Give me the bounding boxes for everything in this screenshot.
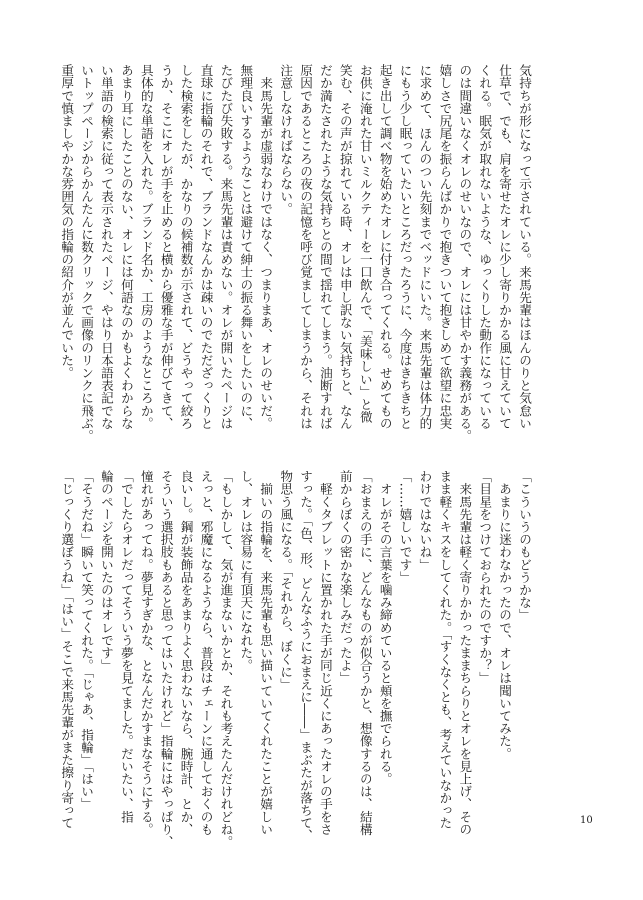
text-column: 輪のページを開いたのはオレです」 — [98, 470, 114, 672]
text-column: し、オレは容易に有頂天になれた。 — [238, 470, 254, 672]
text-column: 起き出して調べ物を始めたオレに付き合ってくれる。せめてもの — [377, 64, 393, 430]
text-column: のは間違いなくオレのせいなので、オレには甘やかす義務がある。 — [457, 64, 473, 442]
text-column: 「おまえの手に、どんなものが似合うかと、想像するのは、結構 — [357, 470, 373, 836]
text-column: 「こういうのもどうかな」 — [517, 470, 532, 622]
text-column: 「でしたらオレだってそういう夢を見てました。だいたい、指 — [118, 470, 134, 823]
text-column: わけではないね」 — [417, 470, 433, 571]
text-column: お供に淹れた甘いミルクティーを一口飲んで、「美味しい」と微 — [357, 64, 373, 424]
text-column: 軽くタブレットに置かれた手が同じ近くにあったオレの手をさ — [317, 470, 333, 836]
text-column: 嬉しさで尻尾を振らんばかりで抱きついて抱きしめて欲望に忠実 — [437, 64, 453, 430]
text-column: 笑む、その声が掠れている時、オレは申し訳ない気持ちと、なん — [337, 64, 353, 430]
text-column: 良いし。鋼が装飾品をあまりよく思わないなら、腕時計、とか、 — [178, 470, 194, 836]
text-column: 重厚で慎ましやかな雰囲気の指輪の紹介が並んでいた。 — [59, 64, 75, 379]
text-column: 揃いの指輪を、来馬先輩も思い描いていてくれたことが嬉しい — [258, 470, 274, 836]
text-column: えっと、邪魔になるようなら、普段はチェーンに通しておくのも — [198, 470, 214, 836]
text-column: あまりに迷わなかったので、オレは聞いてみた。 — [497, 470, 513, 760]
bottom-text-block — [59, 470, 534, 848]
text-column: 無理良いするようなことは避けて紳士の振る舞いをしたいのに、 — [238, 64, 254, 430]
text-column: 気持ちが形になって示されている。来馬先輩はほんのりと気怠い — [517, 64, 532, 430]
text-column: すった。「色、形、どんなふうにおまえに――」まぶたが落ちて、 — [298, 470, 314, 842]
text-column: 前からぼくの密かな楽しみだったよ」 — [337, 470, 353, 685]
text-column: 「もしかして、気が進まないかとか、それも考えたんだけれどね。 — [218, 470, 234, 848]
text-column: 物思う風になる。「それから、ぼくに」 — [278, 470, 294, 691]
text-column: 直球に指輪のそれで、ブランドなんかは疎いのでただざっくりと — [198, 64, 214, 430]
text-column: まま軽くキスをしてくれた。「すくなくとも、考えていなかった — [437, 470, 453, 830]
text-column: 仕草で、でも、肩を寄せたオレに少し寄りかかる風に甘えていて — [497, 64, 513, 430]
text-column: 来馬先輩が虚弱なわけではなく、つまりまあ、オレのせいだ。 — [258, 64, 274, 430]
text-column: した検索をしたが、かなりの候補数が示されて、どうやって絞ろ — [178, 64, 194, 430]
text-column: 「そうだね」瞬いて笑ってくれた。「じゃあ、指輪」「はい」 — [79, 470, 95, 811]
text-column: 「目星をつけておられたのですか？」 — [477, 470, 493, 685]
text-column: くれる。眠気が取れないような、ゆっくりした動作になっている — [477, 64, 493, 430]
text-column: に求めて、ほんのつい先刻までベッドにいた。来馬先輩は体力的 — [417, 64, 433, 430]
text-column: だか満たされたような気持ちとの間で揺れてしまう。油断すれば — [317, 64, 333, 430]
text-column: 注意しなければならない。 — [278, 64, 294, 216]
text-column: 「じっくり選ぼうね」「はい」そこで来馬先輩がまた擦り寄って — [59, 470, 75, 830]
text-column: うか、そこにオレが手を止めると横から優雅な手が伸びてきて、 — [158, 64, 174, 430]
text-column: 「……嬉しいです」 — [397, 470, 413, 584]
text-column: あまり耳にしたことのない、オレには何語なのかもよくわからな — [118, 64, 134, 430]
text-column: 憧れがあってね。夢見すぎかな、となんだかすまなそうにする。 — [138, 470, 154, 836]
text-column: いトップページからかんたんに数クリックで画像のリンクに飛ぶ。 — [79, 64, 95, 442]
text-column: 具体的な単語を入れた。ブランド名か、工房のようなところか。 — [138, 64, 154, 430]
text-column: オレがその言葉を噛み締めていると頬を撫でられる。 — [377, 470, 393, 785]
top-text-block — [59, 64, 534, 442]
text-column: そういう選択肢もあると思ってはいたけれど」指輪にはやっぱり、 — [158, 470, 174, 848]
text-column: 原因であるところの夜の記憶を呼び覚ましてしまうから、それは — [298, 64, 314, 430]
text-column: 来馬先輩は軽く寄りかかったままちらりとオレを見上げ、その — [457, 470, 473, 836]
text-column: たびたび失敗する。来馬先輩は責めない。オレが開いたページは — [218, 64, 234, 430]
text-column: い単語の検索に従って表示されたページ、やはり日本語表記でな — [98, 64, 114, 430]
text-column: にもう少し眠っていたいところだったろうに、今度はきちきちと — [397, 64, 413, 430]
page-number: 10 — [580, 815, 593, 826]
